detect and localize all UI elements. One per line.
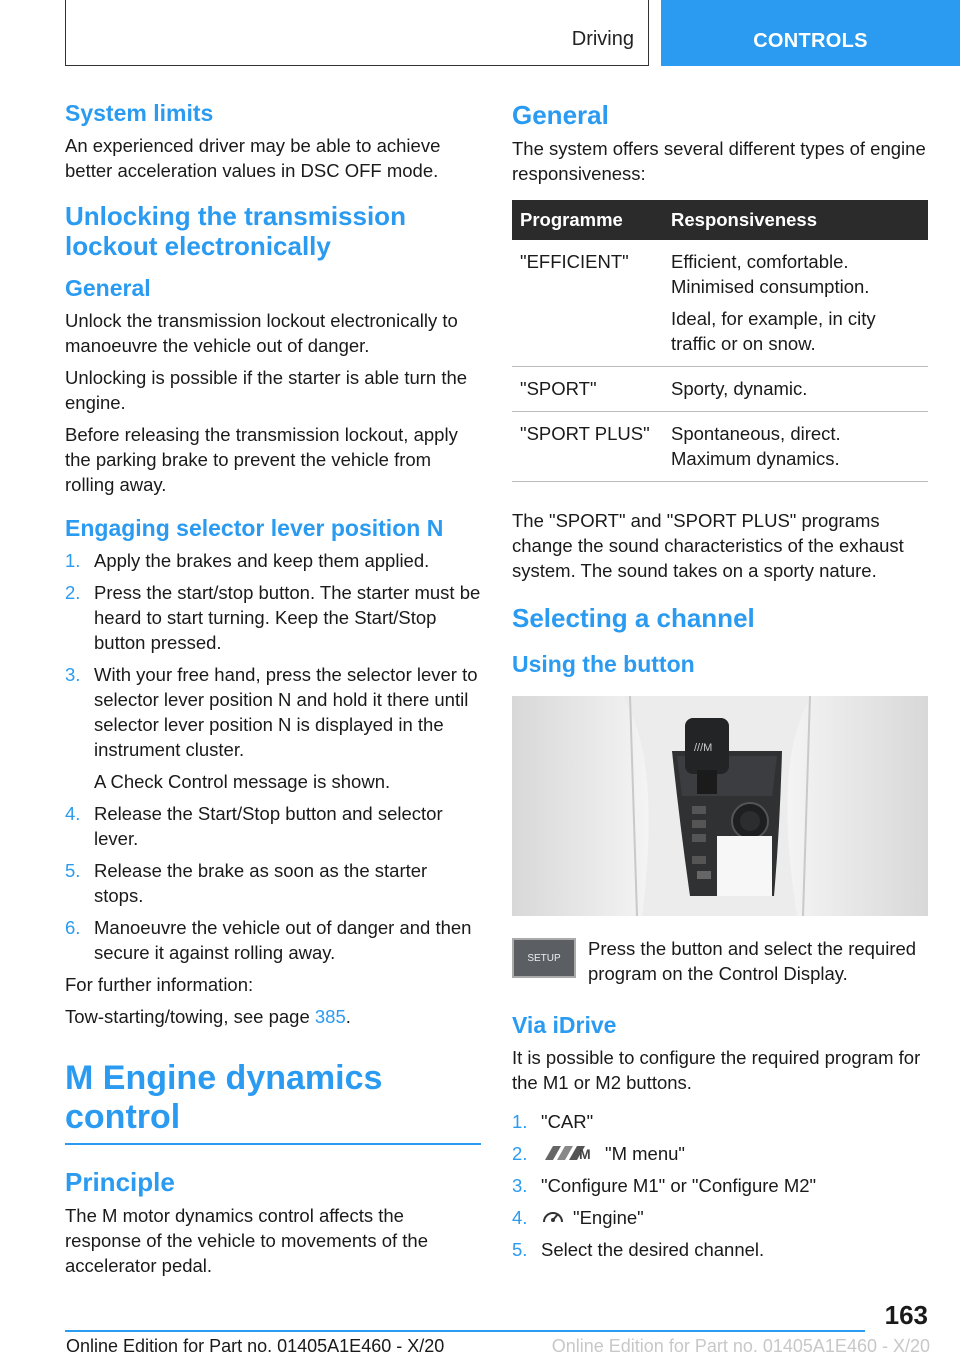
list-item: 4. Release the Start/Stop button and selector lever. xyxy=(65,803,443,849)
table-row: "SPORT PLUS" Spontaneous, direct. Maximum dynamics. xyxy=(512,412,928,482)
general-heading-right: General xyxy=(512,100,609,130)
using-button-heading: Using the button xyxy=(512,651,695,677)
engaging-heading: Engaging selector lever position N xyxy=(65,515,444,541)
principle-heading: Principle xyxy=(65,1167,175,1197)
center-console-image xyxy=(512,696,928,916)
list-item: 5. Select the desired channel. xyxy=(512,1239,765,1260)
table-header-programme: Programme xyxy=(512,200,663,240)
general-heading-left: General xyxy=(65,275,151,301)
further-info-text: For further information: xyxy=(65,974,254,995)
tow-reference: Tow-starting/towing, see page 385. xyxy=(65,1006,351,1027)
idrive-steps-list xyxy=(512,1109,928,1262)
list-item: 1. Apply the brakes and keep them applied. xyxy=(65,550,430,571)
setup-text: Press the button and select the required program on the Control Display. xyxy=(588,938,917,984)
system-limits-text: An experienced driver may be able to achieve better acceleration values in DSC OFF mode. xyxy=(65,135,441,181)
list-item: 4. "Engine" xyxy=(512,1207,644,1228)
list-item: 5. Release the brake as soon as the starter stops. xyxy=(65,860,428,906)
header-section-label: Driving xyxy=(571,28,634,50)
list-item: 3. With your free hand, press the selector lever to selector lever position N and hold it there until selector lever position N is displayed in the instrument cluster. A Check Control message is shown. xyxy=(65,664,478,792)
system-limits-heading: System limits xyxy=(65,100,214,126)
via-idrive-text: It is possible to configure the required program for the M1 or M2 buttons. xyxy=(512,1047,921,1093)
general-text-1: Unlock the transmission lockout electronically to manoeuvre the vehicle out of danger. xyxy=(65,310,458,356)
sport-sound-text: The "SPORT" and "SPORT PLUS" programs change the sound characteristics of the exhaust system. The sound takes on a sporty nature. xyxy=(512,510,904,581)
table-header-row xyxy=(512,200,928,240)
page-link-385[interactable]: 385 xyxy=(314,1006,346,1027)
header-frame xyxy=(65,0,649,66)
svg-text:M: M xyxy=(579,1146,591,1162)
right-column xyxy=(512,100,928,1269)
gauge-icon xyxy=(541,1207,565,1227)
m-logo-icon xyxy=(541,1144,599,1162)
list-item: 6. Manoeuvre the vehicle out of danger and then secure it against rolling away. xyxy=(65,917,472,963)
list-item: 2. M "M menu" xyxy=(512,1143,685,1164)
m-engine-heading-wrap xyxy=(65,1059,481,1145)
footer-rule xyxy=(65,1330,865,1332)
general-text-2: Unlocking is possible if the starter is able turn the engine. xyxy=(65,367,468,413)
svg-text:///M: ///M xyxy=(694,742,713,754)
setup-instruction xyxy=(512,936,928,986)
setup-button-icon: SETUP xyxy=(512,938,576,978)
unlock-heading: Unlocking the transmission lockout electronically xyxy=(65,201,406,261)
footer-edition: Online Edition for Part no. 01405A1E460 - X/20 xyxy=(66,1336,445,1356)
page-number: 163 xyxy=(884,1300,928,1330)
list-item: 2. Press the start/stop button. The starter must be heard to start turning. Keep the Start/Stop button pressed. xyxy=(65,582,481,653)
footer-watermark: Online Edition for Part no. 01405A1E460 - X/20 xyxy=(551,1336,930,1356)
table-row: "EFFICIENT" Efficient, comfortable. Minimised consumption. Ideal, for example, in city traffic or on snow. xyxy=(512,240,928,367)
selecting-channel-heading: Selecting a channel xyxy=(512,603,755,633)
table-header-responsiveness: Responsiveness xyxy=(663,200,928,240)
programme-table xyxy=(512,200,928,482)
engaging-steps-list xyxy=(65,548,481,965)
m-engine-heading: M Engine dynamics control xyxy=(65,1059,383,1136)
general-text-3: Before releasing the transmission lockout, apply the parking brake to prevent the vehicle from rolling away. xyxy=(65,424,458,495)
header-chapter-tab: CONTROLS xyxy=(661,0,960,66)
table-row: "SPORT" Sporty, dynamic. xyxy=(512,367,928,412)
list-item: 1. "CAR" xyxy=(512,1111,594,1132)
left-column xyxy=(65,100,481,1285)
center-console-illustration xyxy=(512,696,928,916)
principle-text: The M motor dynamics control affects the response of the vehicle to movements of the accelerator pedal. xyxy=(65,1205,429,1276)
via-idrive-heading: Via iDrive xyxy=(512,1012,617,1038)
list-item: 3. "Configure M1" or "Configure M2" xyxy=(512,1175,817,1196)
general-right-text: The system offers several different types of engine responsiveness: xyxy=(512,138,926,184)
